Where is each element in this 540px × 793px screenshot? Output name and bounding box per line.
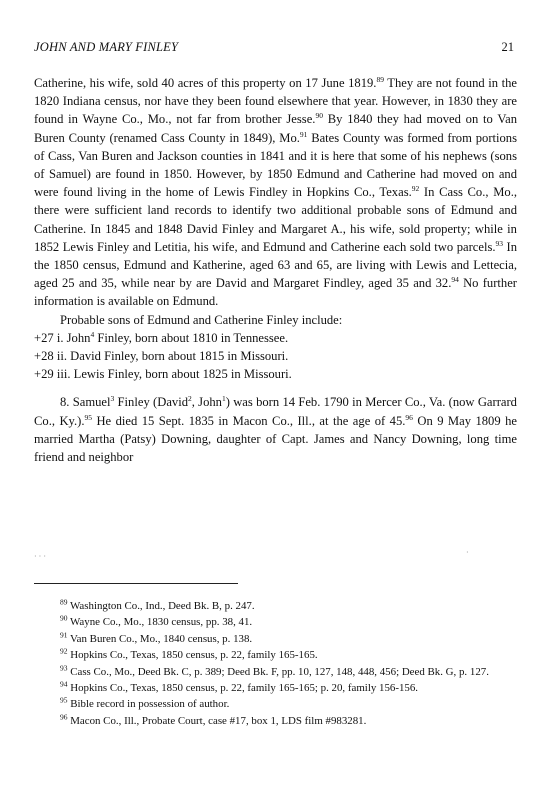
- footnote: [34, 713, 518, 729]
- footnote-number: 93: [60, 663, 68, 672]
- text-line: some of his nephews (sons of Samuel) are found in 1850. However, by 1850: [34, 148, 517, 182]
- text-line: , John: [191, 395, 222, 410]
- text-line: Finley (David: [114, 395, 188, 410]
- child-text: Finley, born about 1810 in Tennessee.: [94, 330, 289, 345]
- footnote-text: Hopkins Co., Texas, 1850 census, p. 22, family 165-165; p. 20, family 156-156.: [67, 682, 419, 695]
- text-line: ) was born 14 Feb. 1790 in Mercer Co.,: [225, 395, 426, 410]
- text-line: By 1840 they had moved on to Van Buren County: [34, 112, 518, 145]
- text-line: brother Jesse.: [245, 112, 316, 127]
- text-line: and Catherine. In 1845 and 1848 David Finley and Margaret A., his wife,: [34, 203, 517, 236]
- generation-marker: 4: [90, 329, 95, 339]
- paragraph-continued: [34, 74, 517, 311]
- footnote: [34, 598, 518, 614]
- text-line: Katherine, aged 63 and 65, are living with Lewis and Lettecia, aged 25 and: [34, 258, 517, 291]
- main-text: [34, 74, 517, 466]
- text-line: are not found in the 1820 Indiana census, nor have they been found elsewhere: [34, 76, 517, 109]
- footnote: [34, 631, 518, 647]
- footnote-marker: 89: [376, 74, 384, 84]
- text-line: 35, while near by are David and Margaret Findley, aged 35 and 32.: [101, 276, 452, 291]
- footnote-text: Macon Co., Ill., Probate Court, case #17, box 1, LDS film #983281.: [67, 714, 367, 727]
- generation-marker: 2: [188, 394, 192, 404]
- page-number: 21: [501, 40, 514, 54]
- children-intro: Probable sons of Edmund and Catherine Finley include:: [60, 312, 343, 327]
- text-line: the age of 45.: [332, 413, 406, 428]
- text-line: further information is available on Edmund.: [34, 276, 517, 309]
- footnote-marker: 93: [495, 238, 503, 248]
- footnote: [34, 664, 518, 680]
- footnote-number: 94: [60, 679, 68, 689]
- text-line: Va. (now Garrard Co., Ky.).: [34, 395, 517, 428]
- footnote-number: 92: [60, 646, 68, 656]
- text-line: No: [458, 276, 479, 291]
- footnote-text: Van Buren Co., Mo., 1840 census, p. 138.: [67, 632, 253, 645]
- text-line: 8. Samuel: [60, 395, 111, 410]
- child-entry: [34, 329, 517, 347]
- scan-speck: · · ·: [34, 552, 46, 561]
- footnote-text: Wayne Co., Mo., 1830 census, pp. 38, 41.: [67, 616, 253, 629]
- text-line: Lewis Findley in Hopkins Co., Texas.: [213, 185, 412, 200]
- text-line: In the 1850 census, Edmund and: [34, 239, 518, 273]
- footnotes: [34, 598, 518, 729]
- text-line: On 9 May 1809 he married Martha (Patsy) Downing,: [34, 413, 517, 446]
- running-head-title: JOHN AND MARY FINLEY: [34, 40, 179, 54]
- footnote-marker: 90: [315, 111, 323, 121]
- child-entry: +29 iii. Lewis Finley, born about 1825 in Missouri.: [34, 367, 292, 382]
- generation-marker: 1: [221, 394, 226, 404]
- generation-marker: 3: [110, 394, 115, 404]
- text-line: sold property; while in 1852 Lewis Finley and Letitia, his wife, and Edmund: [34, 221, 517, 254]
- footnote-number: 95: [60, 695, 68, 705]
- footnote: [34, 680, 518, 696]
- footnote: [34, 647, 518, 663]
- footnote-number: 89: [60, 597, 68, 607]
- footnote-text: Cass Co., Mo., Deed Bk. C, p. 389; Deed Bk. F, pp. 10, 127, 148, 448, 456; Deed Bk. G, p. 127.: [67, 665, 489, 678]
- text-line: that year. However, in 1830 they are found in Wayne Co., Mo., not far from: [34, 94, 517, 127]
- footnote-text: Bible record in possession of author.: [67, 698, 230, 711]
- text-line: daughter of Capt. James and Nancy Downing, long time friend and neighbor: [34, 431, 517, 465]
- footnote-marker: 91: [299, 129, 308, 139]
- text-line: Edmund and Catherine had moved on and were found living in the home of: [34, 167, 517, 200]
- text-line: and Catherine each sold two parcels.: [309, 239, 496, 254]
- text-line: They: [383, 76, 414, 90]
- footnote-marker: 94: [451, 275, 459, 285]
- text-line: He died 15 Sept. 1835 in Macon Co., Ill., at: [92, 413, 329, 428]
- text-line: Bates County was formed from: [307, 130, 472, 145]
- footnote-marker: 96: [405, 412, 413, 422]
- text-line: portions of Cass, Van Buren and Jackson counties in 1841 and it is here that: [34, 130, 517, 163]
- child-text: +27 i. John: [34, 330, 91, 345]
- text-line: (renamed Cass County in 1849), Mo.: [109, 130, 300, 145]
- footnote: [34, 614, 518, 630]
- footnote-number: 90: [60, 613, 68, 623]
- footnote-marker: 92: [411, 184, 420, 194]
- footnote-number: 96: [60, 712, 68, 722]
- paragraph-gap: [34, 383, 517, 393]
- children-list: [34, 329, 517, 384]
- text-line: In Cass Co., Mo., there were: [34, 185, 517, 218]
- footnote-number: 91: [60, 630, 68, 640]
- text-line: Catherine, his wife, sold 40 acres of this property on 17 June 1819.: [34, 76, 377, 90]
- footnote-marker: 95: [84, 412, 93, 422]
- footnote-text: Hopkins Co., Texas, 1850 census, p. 22, family 165-165.: [67, 649, 318, 662]
- scan-speck: ·: [466, 548, 469, 557]
- footnote-text: Washington Co., Ind., Deed Bk. B, p. 247.: [67, 600, 255, 612]
- footnote: [34, 696, 518, 712]
- footnote-divider: [34, 583, 238, 584]
- text-line: sufficient land records to identify two additional probable sons of Edmund: [94, 203, 494, 218]
- paragraph-samuel: [34, 393, 517, 466]
- child-entry: +28 ii. David Finley, born about 1815 in Missouri.: [34, 349, 289, 364]
